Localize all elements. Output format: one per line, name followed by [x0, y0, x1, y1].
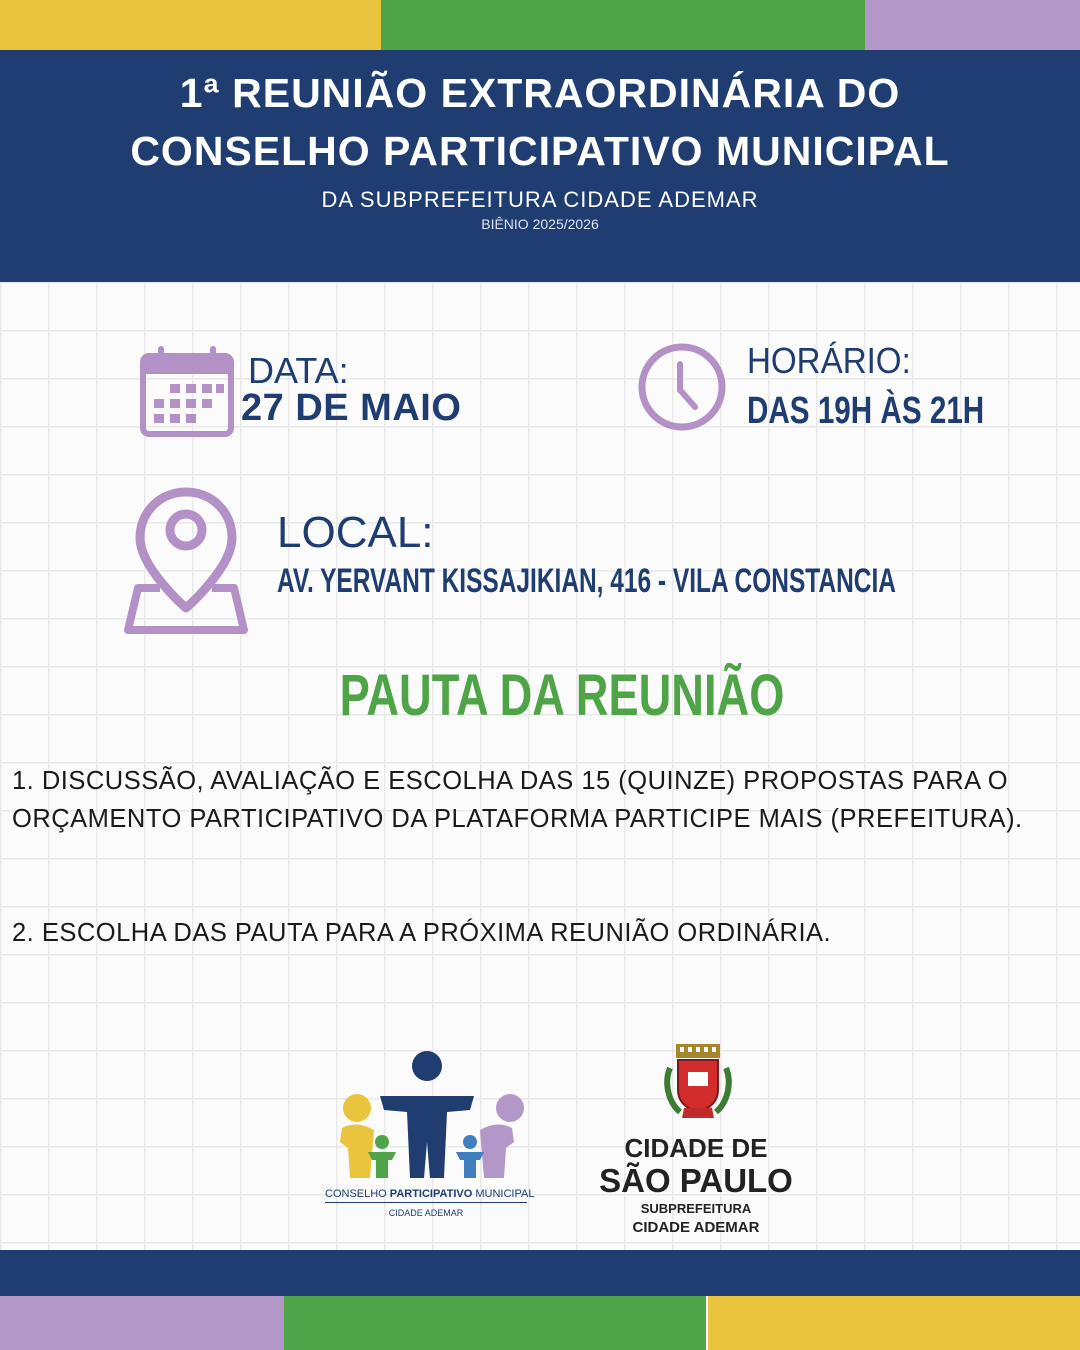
header-banner — [0, 50, 1080, 282]
map-pin-icon — [122, 484, 250, 640]
council-logo-name: CONSELHO PARTICIPATIVO MUNICIPAL — [325, 1188, 527, 1203]
agenda-title: PAUTA DA REUNIÃO — [339, 663, 785, 728]
city-logo-line3: SUBPREFEITURA — [640, 1201, 752, 1216]
header-bienio: BIÊNIO 2025/2026 — [481, 216, 599, 232]
location-label: LOCAL: — [277, 508, 434, 557]
top-stripe-purple — [865, 0, 1080, 50]
city-logo-line4: CIDADE ADEMAR — [632, 1219, 760, 1236]
time-label: HORÁRIO: — [747, 340, 911, 381]
footer-bar — [0, 1250, 1080, 1296]
header-title-line1: 1ª REUNIÃO EXTRAORDINÁRIA DO — [179, 70, 901, 116]
top-stripe-yellow — [0, 0, 381, 50]
bottom-stripe-purple — [0, 1296, 284, 1350]
bottom-stripe-green — [284, 1296, 706, 1350]
clock-icon — [637, 342, 727, 432]
top-stripe-green — [381, 0, 865, 50]
header-subtitle: DA SUBPREFEITURA CIDADE ADEMAR — [321, 187, 759, 212]
council-people-logo — [322, 1050, 532, 1180]
agenda-item: 2. ESCOLHA DAS PAUTA PARA A PRÓXIMA REUNIÃO ORDINÁRIA. — [12, 919, 832, 947]
calendar-icon — [140, 344, 236, 438]
location-value: AV. YERVANT KISSAJIKIAN, 416 - VILA CONSTANCIA — [277, 562, 896, 600]
agenda-item: 1. DISCUSSÃO, AVALIAÇÃO E ESCOLHA DAS 15 (QUINZE) PROPOSTAS PARA O ORÇAMENTO PARTICIPATIVO DA PLATAFORMA PARTICIPE MAIS (PREFEITURA). — [12, 767, 1023, 833]
sao-paulo-coat-of-arms — [662, 1042, 734, 1124]
header-title-line2: CONSELHO PARTICIPATIVO MUNICIPAL — [130, 128, 950, 174]
date-value: 27 DE MAIO — [241, 387, 462, 429]
bottom-stripe-yellow — [708, 1296, 1080, 1350]
city-logo-line1: CIDADE DE — [624, 1133, 768, 1163]
city-logo-line2: SÃO PAULO — [599, 1162, 793, 1199]
date-label: DATA: — [248, 350, 349, 391]
council-logo-subtitle: CIDADE ADEMAR — [388, 1208, 464, 1218]
time-value: DAS 19H ÀS 21H — [747, 390, 985, 432]
